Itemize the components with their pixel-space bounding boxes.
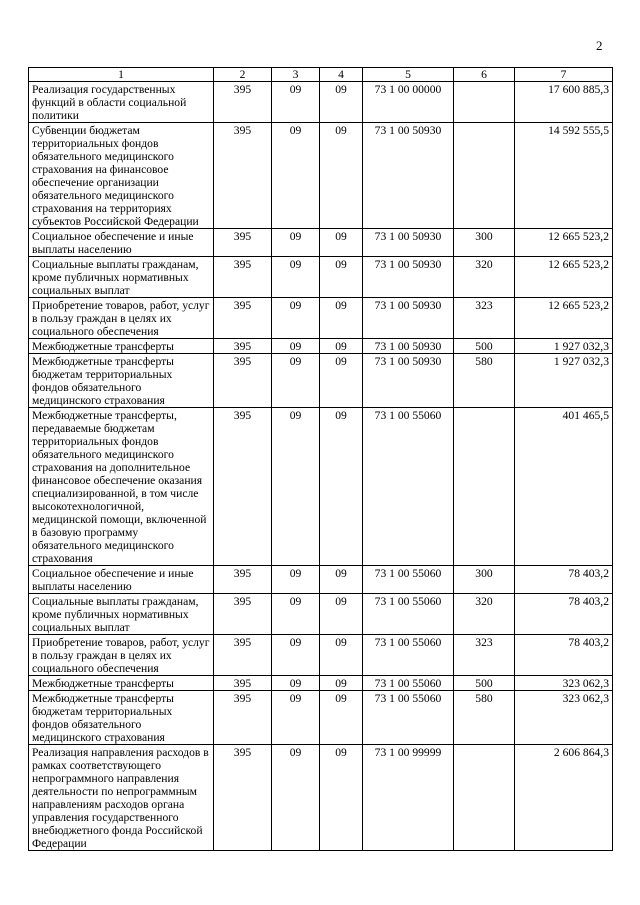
table-row <box>29 745 613 851</box>
amount-cell: 323 062,3 <box>515 676 613 691</box>
admin-code-cell: 395 <box>214 298 272 339</box>
section-cell: 09 <box>272 257 320 298</box>
table-row <box>29 82 613 123</box>
expense-type-cell: 323 <box>454 635 515 676</box>
amount-cell: 12 665 523,2 <box>515 257 613 298</box>
section-cell: 09 <box>272 676 320 691</box>
target-article-cell: 73 1 00 50930 <box>363 339 454 354</box>
admin-code-cell: 395 <box>214 123 272 229</box>
target-article-cell: 73 1 00 55060 <box>363 635 454 676</box>
subsection-cell: 09 <box>320 691 363 745</box>
item-name-cell: Межбюджетные трансферты бюджетам территориальных фондов обязательного медицинского страхования <box>29 691 214 745</box>
subsection-cell: 09 <box>320 82 363 123</box>
admin-code-cell: 395 <box>214 635 272 676</box>
table-row <box>29 298 613 339</box>
target-article-cell: 73 1 00 55060 <box>363 676 454 691</box>
target-article-cell: 73 1 00 50930 <box>363 229 454 257</box>
item-name-cell: Социальное обеспечение и иные выплаты населению <box>29 229 214 257</box>
admin-code-cell: 395 <box>214 745 272 851</box>
target-article-cell: 73 1 00 99999 <box>363 745 454 851</box>
subsection-cell: 09 <box>320 594 363 635</box>
column-header: 6 <box>454 68 515 82</box>
item-name-cell: Межбюджетные трансферты <box>29 676 214 691</box>
amount-cell: 12 665 523,2 <box>515 298 613 339</box>
target-article-cell: 73 1 00 00000 <box>363 82 454 123</box>
target-article-cell: 73 1 00 55060 <box>363 594 454 635</box>
item-name-cell: Межбюджетные трансферты бюджетам территориальных фондов обязательного медицинского страхования <box>29 354 214 408</box>
expense-type-cell <box>454 82 515 123</box>
subsection-cell: 09 <box>320 257 363 298</box>
subsection-cell: 09 <box>320 339 363 354</box>
table-row <box>29 229 613 257</box>
budget-table <box>28 67 613 851</box>
table-row <box>29 354 613 408</box>
item-name-cell: Реализация государственных функций в области социальной политики <box>29 82 214 123</box>
amount-cell: 323 062,3 <box>515 691 613 745</box>
expense-type-cell: 580 <box>454 354 515 408</box>
amount-cell: 78 403,2 <box>515 566 613 594</box>
admin-code-cell: 395 <box>214 691 272 745</box>
item-name-cell: Приобретение товаров, работ, услуг в пользу граждан в целях их социального обеспечения <box>29 298 214 339</box>
section-cell: 09 <box>272 229 320 257</box>
expense-type-cell <box>454 745 515 851</box>
expense-type-cell: 300 <box>454 566 515 594</box>
item-name-cell: Социальное обеспечение и иные выплаты населению <box>29 566 214 594</box>
column-header: 2 <box>214 68 272 82</box>
subsection-cell: 09 <box>320 745 363 851</box>
table-row <box>29 408 613 566</box>
item-name-cell: Приобретение товаров, работ, услуг в пользу граждан в целях их социального обеспечения <box>29 635 214 676</box>
amount-cell: 1 927 032,3 <box>515 339 613 354</box>
admin-code-cell: 395 <box>214 339 272 354</box>
table-row <box>29 257 613 298</box>
section-cell: 09 <box>272 566 320 594</box>
subsection-cell: 09 <box>320 566 363 594</box>
table-row <box>29 566 613 594</box>
amount-cell: 12 665 523,2 <box>515 229 613 257</box>
column-header: 3 <box>272 68 320 82</box>
table-row <box>29 635 613 676</box>
admin-code-cell: 395 <box>214 82 272 123</box>
target-article-cell: 73 1 00 50930 <box>363 354 454 408</box>
amount-cell: 401 465,5 <box>515 408 613 566</box>
section-cell: 09 <box>272 594 320 635</box>
expense-type-cell: 320 <box>454 257 515 298</box>
section-cell: 09 <box>272 339 320 354</box>
section-cell: 09 <box>272 354 320 408</box>
item-name-cell: Реализация направления расходов в рамках соответствующего непрограммного направления деятельности по непрограммным направлениям расходов органа управления государственного внебюджетного фонда Российской Федерации <box>29 745 214 851</box>
admin-code-cell: 395 <box>214 229 272 257</box>
amount-cell: 14 592 555,5 <box>515 123 613 229</box>
target-article-cell: 73 1 00 50930 <box>363 298 454 339</box>
column-header: 5 <box>363 68 454 82</box>
target-article-cell: 73 1 00 55060 <box>363 566 454 594</box>
table-row <box>29 339 613 354</box>
expense-type-cell: 323 <box>454 298 515 339</box>
target-article-cell: 73 1 00 50930 <box>363 123 454 229</box>
amount-cell: 78 403,2 <box>515 594 613 635</box>
subsection-cell: 09 <box>320 635 363 676</box>
target-article-cell: 73 1 00 50930 <box>363 257 454 298</box>
admin-code-cell: 395 <box>214 408 272 566</box>
section-cell: 09 <box>272 745 320 851</box>
expense-type-cell: 500 <box>454 676 515 691</box>
table-row <box>29 123 613 229</box>
expense-type-cell: 580 <box>454 691 515 745</box>
table-row <box>29 676 613 691</box>
admin-code-cell: 395 <box>214 354 272 408</box>
column-header: 7 <box>515 68 613 82</box>
table-row <box>29 691 613 745</box>
item-name-cell: Социальные выплаты гражданам, кроме публичных нормативных социальных выплат <box>29 257 214 298</box>
amount-cell: 17 600 885,3 <box>515 82 613 123</box>
expense-type-cell <box>454 408 515 566</box>
item-name-cell: Социальные выплаты гражданам, кроме публичных нормативных социальных выплат <box>29 594 214 635</box>
subsection-cell: 09 <box>320 676 363 691</box>
section-cell: 09 <box>272 298 320 339</box>
column-header: 1 <box>29 68 214 82</box>
table-row <box>29 594 613 635</box>
item-name-cell: Субвенции бюджетам территориальных фондов обязательного медицинского страхования на финансовое обеспечение организации обязательного медицинского страхования на территориях субъектов Российской Федерации <box>29 123 214 229</box>
section-cell: 09 <box>272 691 320 745</box>
admin-code-cell: 395 <box>214 257 272 298</box>
target-article-cell: 73 1 00 55060 <box>363 408 454 566</box>
admin-code-cell: 395 <box>214 676 272 691</box>
expense-type-cell: 320 <box>454 594 515 635</box>
page-number: 2 <box>596 38 603 53</box>
subsection-cell: 09 <box>320 354 363 408</box>
target-article-cell: 73 1 00 55060 <box>363 691 454 745</box>
subsection-cell: 09 <box>320 123 363 229</box>
item-name-cell: Межбюджетные трансферты, передаваемые бюджетам территориальных фондов обязательного медицинского страхования на дополнительное финансовое обеспечение оказания специализированной, в том числе высокотехнологичной, медицинской помощи, включенной в базовую программу обязательного медицинского страхования <box>29 408 214 566</box>
amount-cell: 2 606 864,3 <box>515 745 613 851</box>
amount-cell: 78 403,2 <box>515 635 613 676</box>
column-header: 4 <box>320 68 363 82</box>
expense-type-cell: 500 <box>454 339 515 354</box>
item-name-cell: Межбюджетные трансферты <box>29 339 214 354</box>
section-cell: 09 <box>272 82 320 123</box>
section-cell: 09 <box>272 635 320 676</box>
expense-type-cell <box>454 123 515 229</box>
expense-type-cell: 300 <box>454 229 515 257</box>
subsection-cell: 09 <box>320 408 363 566</box>
subsection-cell: 09 <box>320 298 363 339</box>
section-cell: 09 <box>272 123 320 229</box>
subsection-cell: 09 <box>320 229 363 257</box>
admin-code-cell: 395 <box>214 594 272 635</box>
amount-cell: 1 927 032,3 <box>515 354 613 408</box>
section-cell: 09 <box>272 408 320 566</box>
admin-code-cell: 395 <box>214 566 272 594</box>
table-header-row <box>29 68 613 82</box>
